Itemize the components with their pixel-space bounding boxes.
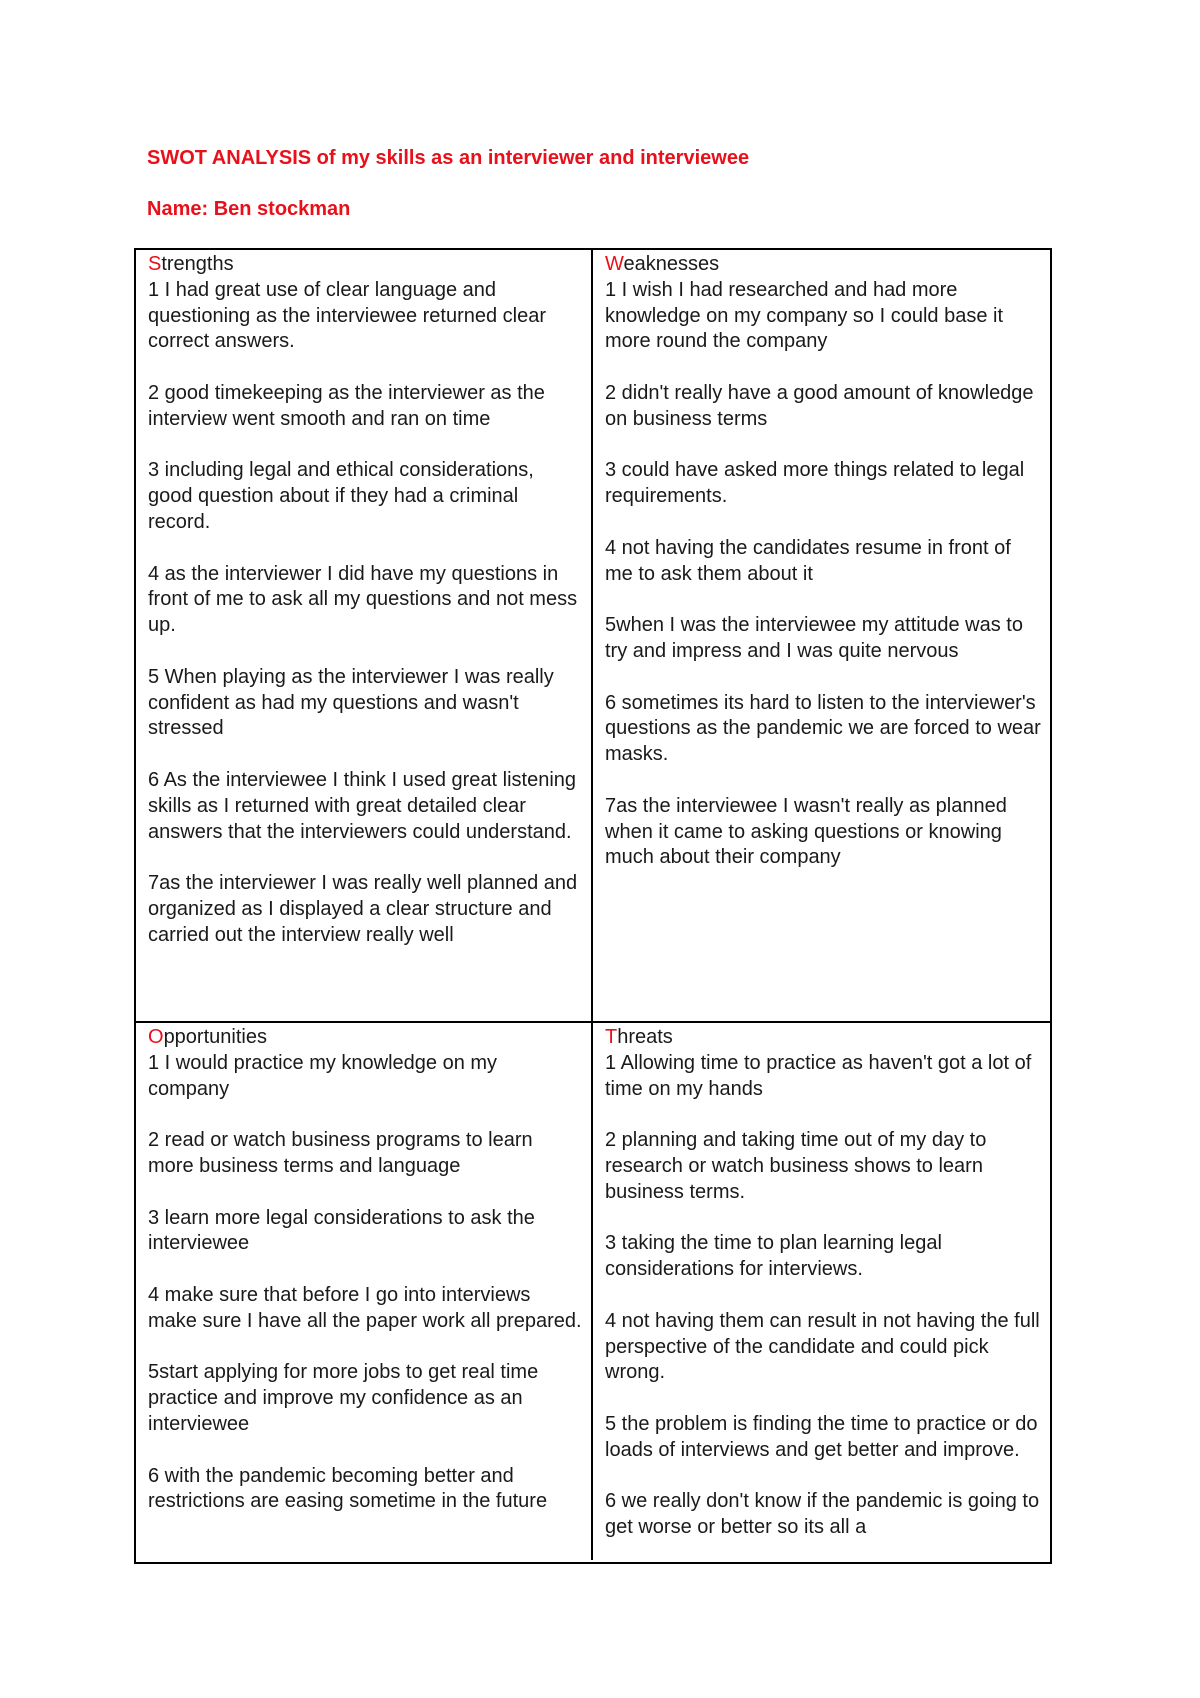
strengths-item: 2 good timekeeping as the interviewer as the interview went smooth and ran on time bbox=[148, 381, 545, 430]
threats-header-rest: hreats bbox=[617, 1026, 673, 1048]
weaknesses-item: 7as the interviewee I wasn't really as planned when it came to asking questions or knowing much about their company bbox=[605, 794, 1007, 869]
swot-table bbox=[134, 248, 1052, 1564]
opportunities-header-rest: pportunities bbox=[163, 1026, 267, 1048]
opportunities-header bbox=[148, 1025, 583, 1051]
weaknesses-item: 1 I wish I had researched and had more knowledge on my company so I could base it more round the company bbox=[605, 278, 1003, 353]
strengths-item: 3 including legal and ethical considerations, good question about if they had a criminal record. bbox=[148, 459, 534, 533]
strengths-initial: S bbox=[148, 253, 162, 275]
strengths-cell bbox=[136, 250, 593, 1023]
strengths-item: 5 When playing as the interviewer I was really confident as had my questions and wasn't stressed bbox=[148, 665, 554, 740]
weaknesses-item: 4 not having the candidates resume in front of me to ask them about it bbox=[605, 536, 1011, 585]
threats-item: 2 planning and taking time out of my day to research or watch business shows to learn business terms. bbox=[605, 1129, 987, 1203]
opportunities-item: 2 read or watch business programs to learn more business terms and language bbox=[148, 1129, 533, 1177]
strengths-header-rest: trengths bbox=[161, 253, 234, 275]
weaknesses-item: 5when I was the interviewee my attitude was to try and impress and I was quite nervous bbox=[605, 614, 1023, 662]
opportunities-item: 5start applying for more jobs to get real time practice and improve my confidence as an interviewee bbox=[148, 1361, 539, 1435]
weaknesses-initial: W bbox=[605, 253, 624, 275]
strengths-item: 4 as the interviewer I did have my questions in front of me to ask all my questions and not mess up. bbox=[148, 562, 578, 637]
strengths-item: 6 As the interviewee I think I used great listening skills as I returned with great detailed clear answers that the interviewers could understand. bbox=[148, 768, 577, 843]
weaknesses-item: 6 sometimes its hard to listen to the interviewer's questions as the pandemic we are forced to wear masks. bbox=[605, 691, 1041, 766]
opportunities-item: 1 I would practice my knowledge on my company bbox=[148, 1051, 498, 1100]
threats-item: 3 taking the time to plan learning legal considerations for interviews. bbox=[605, 1232, 942, 1281]
threats-cell bbox=[593, 1023, 1050, 1560]
strengths-item: 1 I had great use of clear language and questioning as the interviewee returned clear correct answers. bbox=[148, 278, 547, 353]
weaknesses-header bbox=[605, 252, 1042, 278]
opportunities-item: 4 make sure that before I go into interviews make sure I have all the paper work all prepared. bbox=[148, 1283, 582, 1332]
threats-header bbox=[605, 1025, 1042, 1051]
opportunities-initial: O bbox=[148, 1026, 164, 1048]
document-title: SWOT ANALYSIS of my skills as an interviewer and interviewee bbox=[147, 147, 750, 169]
opportunities-item: 6 with the pandemic becoming better and restrictions are easing sometime in the future bbox=[148, 1464, 548, 1513]
threats-initial: T bbox=[605, 1026, 618, 1048]
threats-item: 4 not having them can result in not having the full perspective of the candidate and could pick wrong. bbox=[605, 1309, 1040, 1384]
strengths-item: 7as the interviewer I was really well planned and organized as I displayed a clear structure and carried out the interview really well bbox=[148, 872, 578, 946]
weaknesses-cell bbox=[593, 250, 1050, 1023]
weaknesses-item: 2 didn't really have a good amount of knowledge on business terms bbox=[605, 381, 1034, 430]
opportunities-item: 3 learn more legal considerations to ask the interviewee bbox=[148, 1206, 535, 1255]
weaknesses-item: 3 could have asked more things related to legal requirements. bbox=[605, 459, 1025, 508]
threats-item: 5 the problem is finding the time to practice or do loads of interviews and get better and improve. bbox=[605, 1412, 1038, 1461]
author-name: Name: Ben stockman bbox=[147, 198, 351, 220]
threats-item: 6 we really don't know if the pandemic is going to get worse or better so its all a bbox=[605, 1490, 1040, 1539]
weaknesses-header-rest: eaknesses bbox=[623, 253, 720, 275]
strengths-header bbox=[148, 252, 583, 278]
threats-item: 1 Allowing time to practice as haven't got a lot of time on my hands bbox=[605, 1051, 1032, 1100]
opportunities-cell bbox=[136, 1023, 593, 1560]
